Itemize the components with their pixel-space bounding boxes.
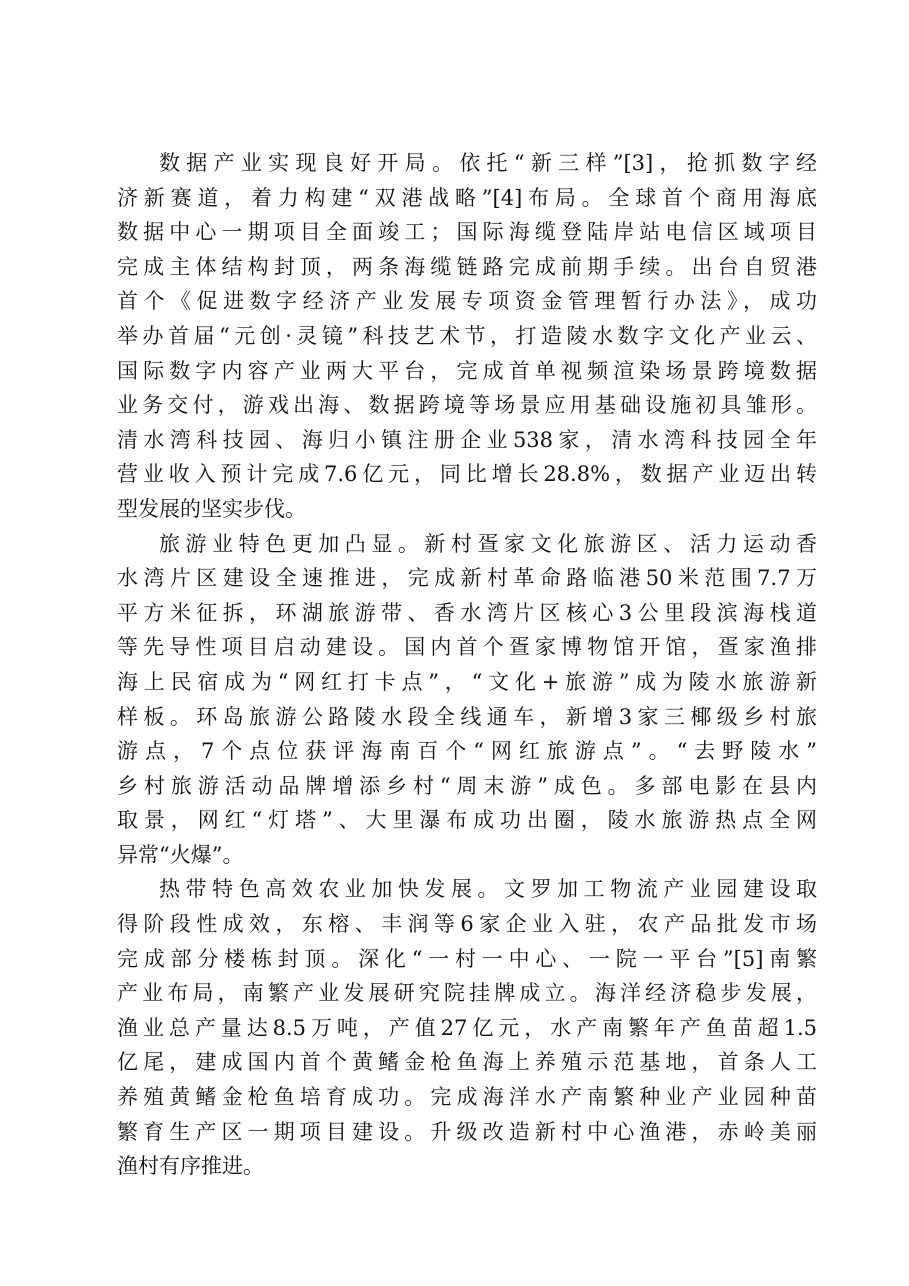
- text-line: 异常“火爆”。: [117, 842, 244, 867]
- text-line: 举办首届“元创·灵镜”科技艺术节，打造陵水数字文化产业云、: [117, 323, 817, 348]
- text-line: 热带特色高效农业加快发展。文罗加工物流产业园建设取: [159, 877, 817, 902]
- text-line: 首个《促进数字经济产业发展专项资金管理暂行办法》，成功: [117, 289, 817, 314]
- document-body: [117, 146, 817, 1184]
- text-line: 渔业总产量达8.5万吨，产值27亿元，水产南繁年产鱼苗超1.5: [117, 1015, 817, 1040]
- text-line: 数据中心一期项目全面竣工；国际海缆登陆岸站电信区域项目: [117, 220, 817, 245]
- paragraph-data-industry: [117, 146, 817, 527]
- text-line: 海上民宿成为“网红打卡点”，“文化+旅游”成为陵水旅游新: [117, 669, 817, 694]
- text-line: 渔村有序推进。: [117, 1154, 264, 1179]
- text-line: 产业布局，南繁产业发展研究院挂牌成立。海洋经济稳步发展，: [117, 981, 817, 1006]
- text-line: 取景，网红“灯塔”、大里瀑布成功出圈，陵水旅游热点全网: [117, 808, 817, 833]
- text-line: 亿尾，建成国内首个黄鳍金枪鱼海上养殖示范基地，首条人工: [117, 1050, 817, 1075]
- text-line: 乡村旅游活动品牌增添乡村“周末游”成色。多部电影在县内: [117, 773, 817, 798]
- text-line: 繁育生产区一期项目建设。升级改造新村中心渔港，赤岭美丽: [117, 1119, 817, 1144]
- text-line: 样板。环岛旅游公路陵水段全线通车，新增3家三椰级乡村旅: [117, 704, 817, 729]
- text-line: 养殖黄鳍金枪鱼培育成功。完成海洋水产南繁种业产业园种苗: [117, 1085, 817, 1110]
- text-line: 济新赛道，着力构建“双港战略”[4]布局。全球首个商用海底: [117, 185, 817, 210]
- text-line: 等先导性项目启动建设。国内首个疍家博物馆开馆，疍家渔排: [117, 635, 817, 660]
- text-line: 完成主体结构封顶，两条海缆链路完成前期手续。出台自贸港: [117, 254, 817, 279]
- text-line: 清水湾科技园、海归小镇注册企业538家，清水湾科技园全年: [117, 427, 817, 452]
- text-line: 得阶段性成效，东榕、丰润等6家企业入驻，农产品批发市场: [117, 912, 817, 937]
- text-line: 完成部分楼栋封顶。深化“一村一中心、一院一平台”[5]南繁: [117, 946, 817, 971]
- text-line: 游点，7个点位获评海南百个“网红旅游点”。“去野陵水”: [117, 739, 817, 764]
- text-line: 型发展的坚实步伐。: [117, 496, 306, 521]
- text-line: 数据产业实现良好开局。依托“新三样”[3]，抢抓数字经: [159, 151, 817, 175]
- paragraph-agriculture: [117, 872, 817, 1183]
- paragraph-tourism: [117, 527, 817, 873]
- text-line: 国际数字内容产业两大平台，完成首单视频渲染场景跨境数据: [117, 358, 817, 383]
- text-line: 业务交付，游戏出海、数据跨境等场景应用基础设施初具雏形。: [117, 393, 817, 418]
- text-line: 水湾片区建设全速推进，完成新村革命路临港50米范围7.7万: [117, 566, 817, 591]
- text-line: 平方米征拆，环湖旅游带、香水湾片区核心3公里段滨海栈道: [117, 600, 817, 625]
- text-line: 营业收入预计完成7.6亿元，同比增长28.8%，数据产业迈出转: [117, 462, 817, 487]
- text-line: 旅游业特色更加凸显。新村疍家文化旅游区、活力运动香: [159, 531, 817, 556]
